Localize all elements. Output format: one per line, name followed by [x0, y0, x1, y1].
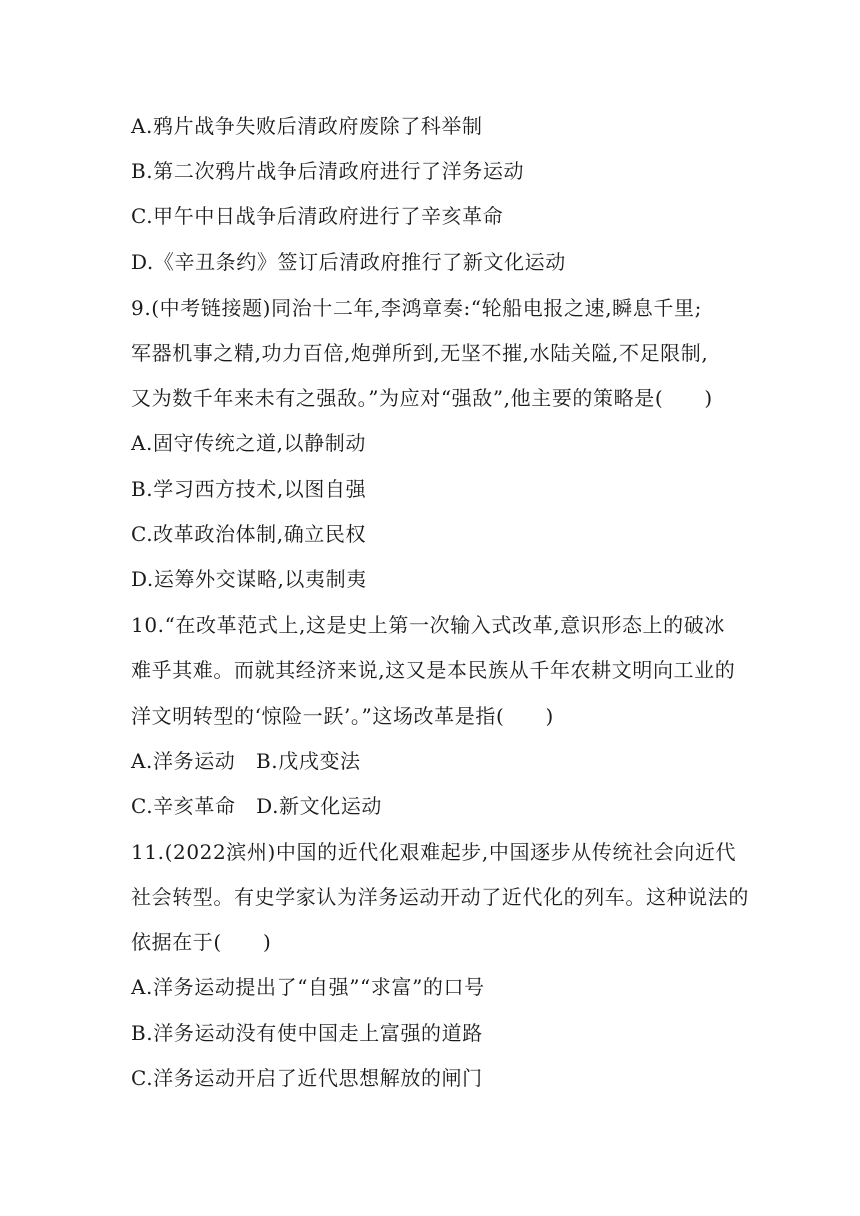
q11-option-a: A.洋务运动提出了“自强”“求富”的口号 — [131, 975, 485, 999]
q10-stem-line-2: 难乎其难。而就其经济来说,这又是本民族从千年农耕文明向工业的 — [131, 658, 736, 682]
q8-option-a: A.鸦片战争失败后清政府废除了科举制 — [131, 114, 483, 138]
q9-stem-line-3: 又为数千年来未有之强敌。”为应对“强敌”,他主要的策略是( ) — [131, 386, 713, 410]
q8-option-c: C.甲午中日战争后清政府进行了辛亥革命 — [131, 204, 504, 228]
q11-option-c: C.洋务运动开启了近代思想解放的闸门 — [131, 1066, 483, 1090]
q9-stem-line-1: 9.(中考链接题)同治十二年,李鸿章奏:“轮船电报之速,瞬息千里; — [131, 296, 702, 320]
q9-option-c: C.改革政治体制,确立民权 — [131, 522, 367, 546]
q11-stem-line-1: 11.(2022滨州)中国的近代化艰难起步,中国逐步从传统社会向近代 — [131, 840, 737, 864]
q11-stem-line-2: 社会转型。有史学家认为洋务运动开动了近代化的列车。这种说法的 — [131, 885, 749, 909]
q11-option-b: B.洋务运动没有使中国走上富强的道路 — [131, 1021, 483, 1045]
q10-options-ab: A.洋务运动 B.戊戌变法 — [131, 749, 361, 773]
q11-stem-line-3: 依据在于( ) — [131, 930, 272, 954]
q9-option-a: A.固守传统之道,以静制动 — [131, 431, 366, 455]
q8-option-b: B.第二次鸦片战争后清政府进行了洋务运动 — [131, 159, 525, 183]
q9-option-b: B.学习西方技术,以图自强 — [131, 477, 367, 501]
q9-option-d: D.运筹外交谋略,以夷制夷 — [131, 567, 367, 591]
q8-option-d: D.《辛丑条约》签订后清政府推行了新文化运动 — [131, 250, 566, 274]
q10-options-cd: C.辛亥革命 D.新文化运动 — [131, 794, 383, 818]
q9-stem-line-2: 军器机事之精,功力百倍,炮弹所到,无坚不摧,水陆关隘,不足限制, — [131, 341, 709, 365]
q10-stem-line-3: 洋文明转型的‘惊险一跃’。”这场改革是指( ) — [131, 704, 554, 728]
q10-stem-line-1: 10.“在改革范式上,这是史上第一次输入式改革,意识形态上的破冰 — [131, 613, 725, 637]
